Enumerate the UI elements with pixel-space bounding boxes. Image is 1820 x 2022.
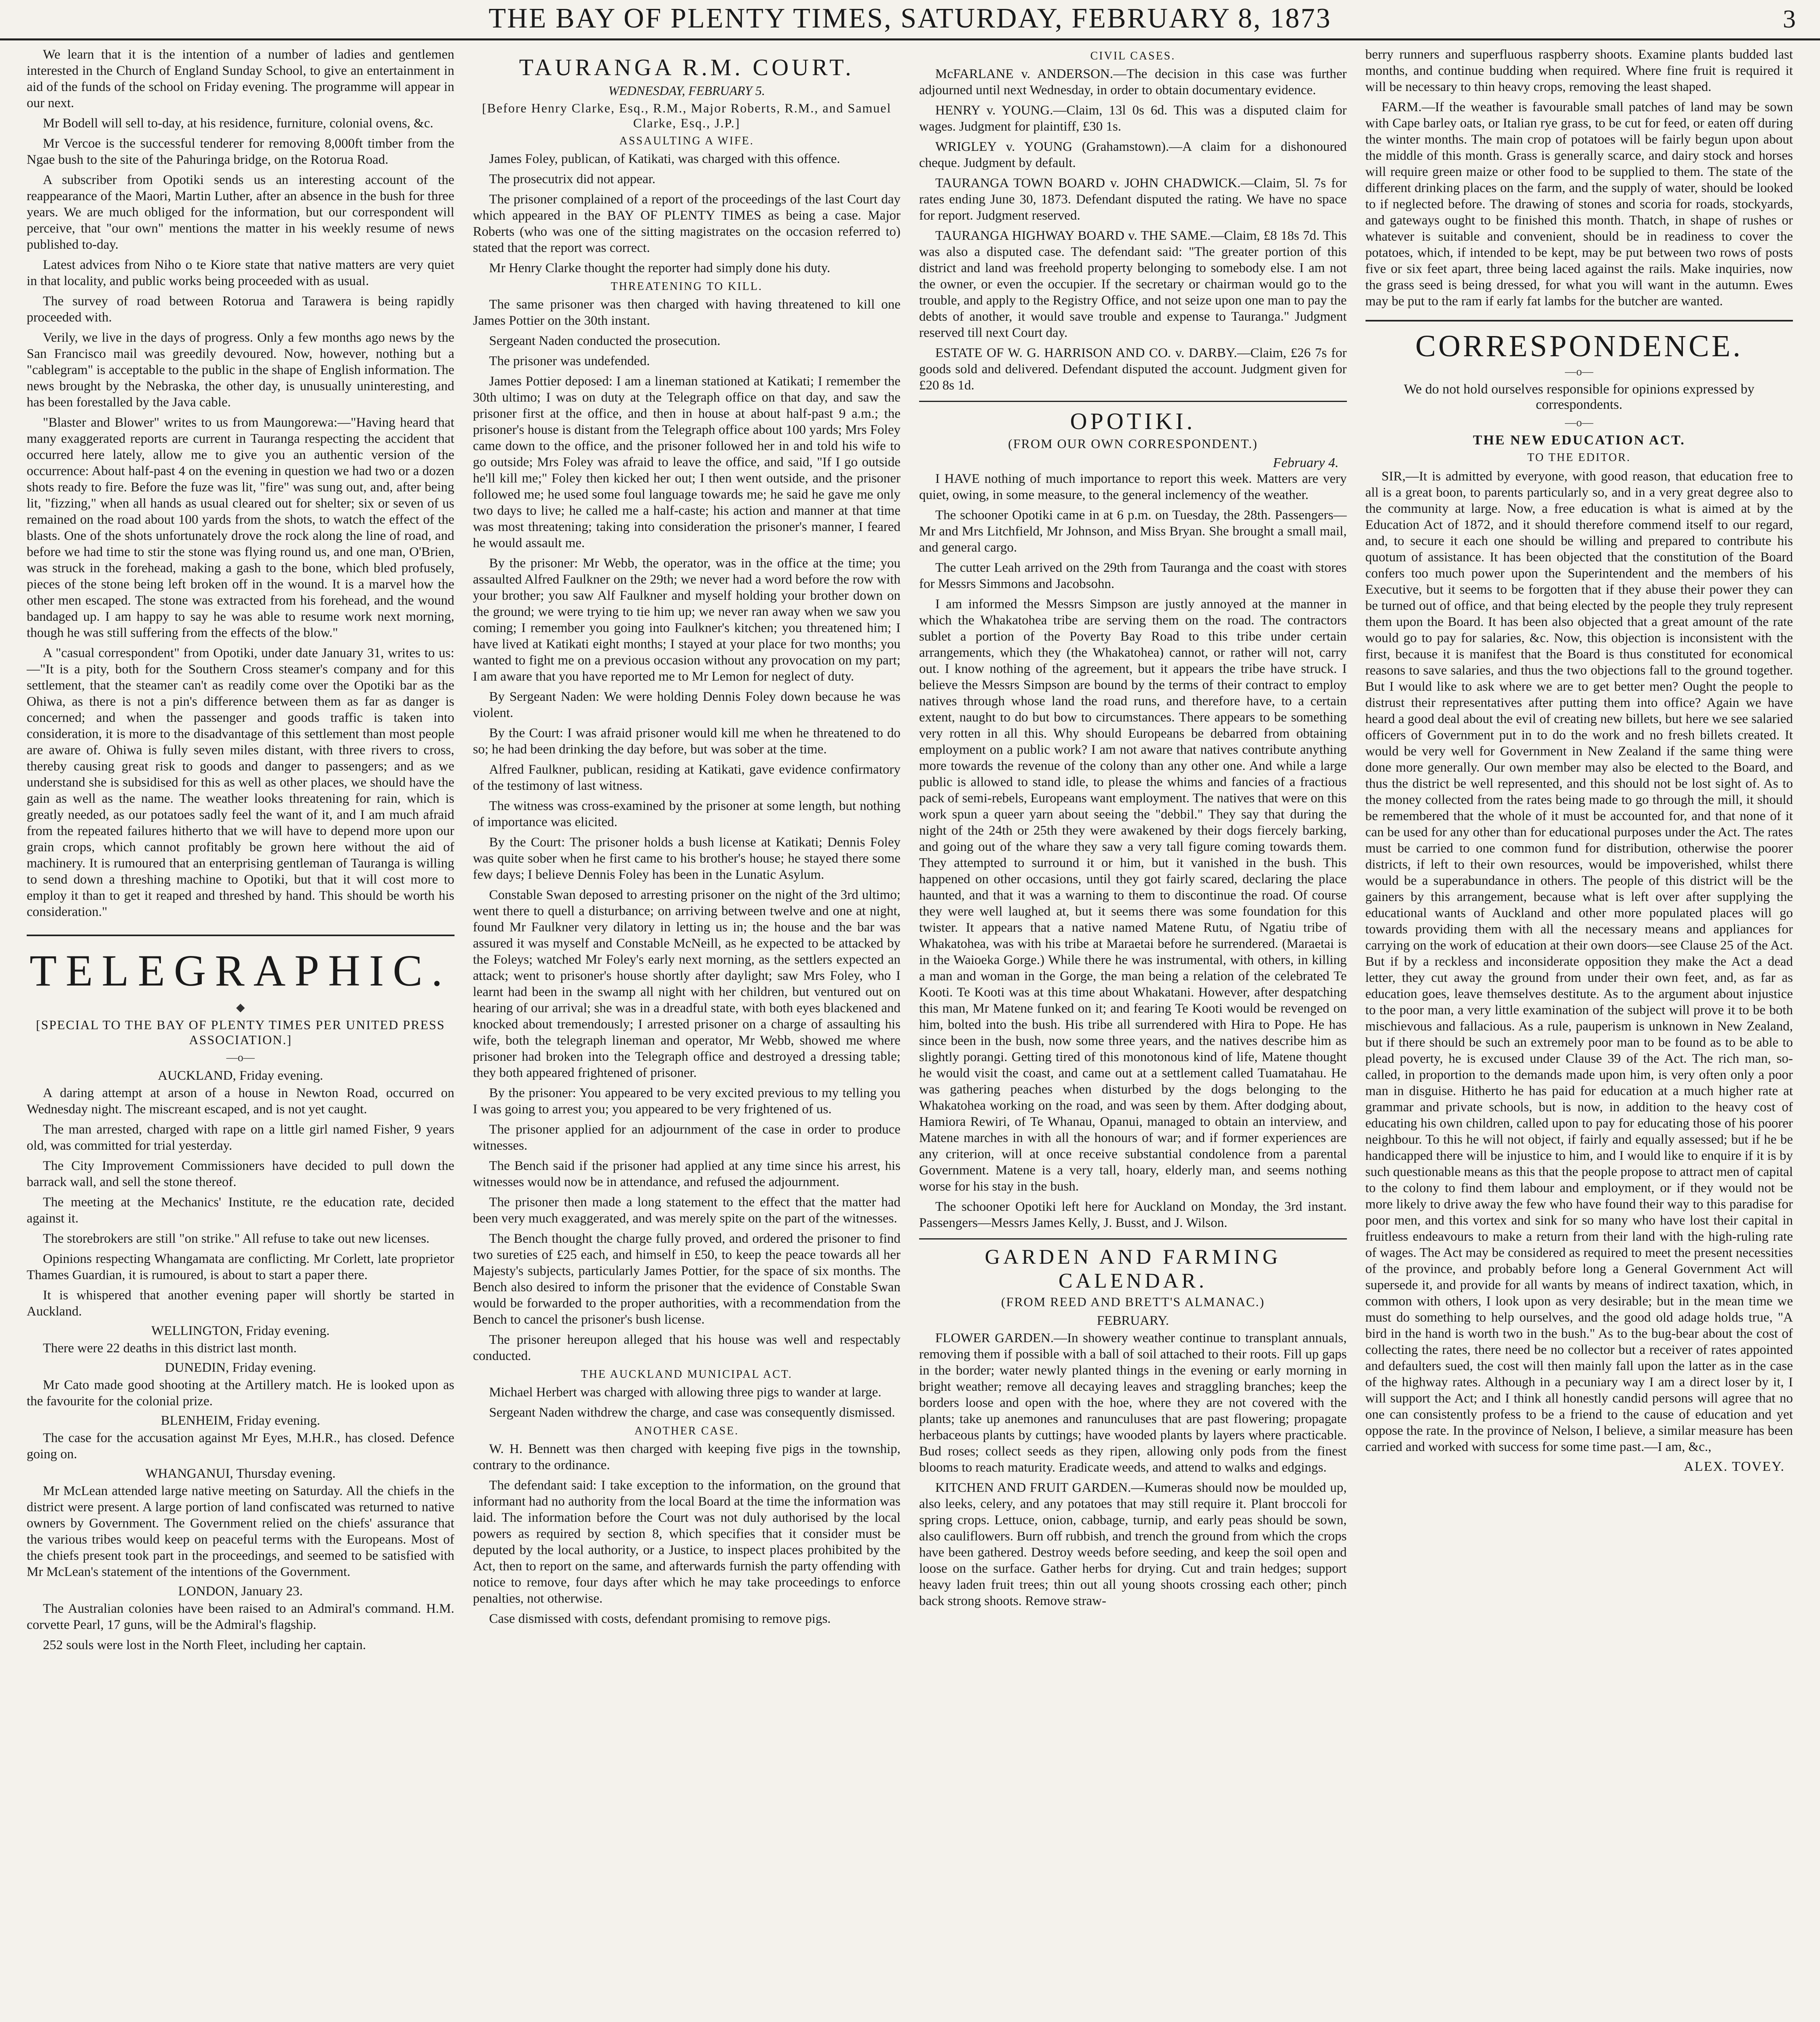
telegraph-dispatches <box>27 1068 454 1653</box>
court-date: WEDNESDAY, FEBRUARY 5. <box>608 83 765 98</box>
paragraph: W. H. Bennett was then charged with keeping five pigs in the township, contrary to the ordinance. <box>473 1442 900 1472</box>
telegraphic-heading: TELEGRAPHIC. <box>27 935 454 996</box>
paragraph: ESTATE OF W. G. HARRISON AND CO. v. DARBY.—Claim, £26 7s for goods sold and delivered. Defendant disputed the account. Judgment given for £20 8s 1d. <box>919 346 1347 393</box>
case-heading: THE AUCKLAND MUNICIPAL ACT. <box>581 1368 793 1381</box>
paragraph: A "casual correspondent" from Opotiki, under date January 31, writes to us:—"It is a pity, both for the Southern Cross steamer's company and for this settlement, that the steamer can't as readily come over the Opotiki bar as the Ohiwa, as there is not a pin's difference between them as far as danger is concerned; and when the passenger and goods traffic is taken into consideration, it is more to the disadvantage of this settlement than most people are aware of. Ohiwa is fully seven miles distant, with three rivers to cross, thereby causing great risk to goods and danger to passengers; and as we understand she is subsidised for this as well as other places, we should have the gain as well as the name. The weather looks threatening for rain, which is greatly needed, as our potatoes sadly feel the want of it, and I am much afraid from the repeated failures hitherto that we will have to depend more upon our grain crops, which cannot profitably be grown here without the aid of machinery. It is rumoured that an enterprising gentleman of Tauranga is willing to send down a threshing machine to Opotiki, but that it will cost more to employ it than to get it reaped and threshed by hand. This should be worth his consideration." <box>27 646 454 919</box>
paragraph: The witness was cross-examined by the prisoner at some length, but nothing of importance was elicited. <box>473 799 900 829</box>
paragraph: A daring attempt at arson of a house in Newton Road, occurred on Wednesday night. The miscreant escaped, and is not yet caught. <box>27 1086 454 1117</box>
civil-cases-heading: CIVIL CASES. <box>1090 50 1176 62</box>
garden-calendar-continued <box>1366 47 1793 309</box>
ornament-divider: —o— <box>1565 366 1594 378</box>
paragraph: By Sergeant Naden: We were holding Dennis Foley down because he was violent. <box>473 690 900 720</box>
paragraph: By the Court: I was afraid prisoner would kill me when he threatened to do so; he had been drinking the day before, but was sober at the time. <box>473 726 900 757</box>
paragraph: Mr Bodell will sell to-day, at his residence, furniture, colonial ovens, &c. <box>43 116 433 131</box>
paragraph: The prisoner applied for an adjournment of the case in order to produce witnesses. <box>473 1122 900 1153</box>
case-report <box>473 296 901 1364</box>
dispatch-body <box>27 1085 454 1320</box>
paragraph: Opinions respecting Whangamata are conflicting. Mr Corlett, late proprietor Thames Guardian, it is rumoured, is about to start a paper there. <box>27 1252 454 1282</box>
case-report <box>473 151 901 276</box>
dispatch-dateline: DUNEDIN, Friday evening. <box>165 1360 316 1375</box>
paragraph: "Blaster and Blower" writes to us from Maungorewa:—"Having heard that many exaggerated reports are current in Tauranga respecting the accident that occurred here lately, allow me to give you an authentic version of the occurrence: About half-past 4 on the evening in question we had two or a dozen shots ready to fire. Before the fuze was lit, "fire" was sung out, and, after being lit, "fizzing," when all hands as usual cleared out for shelter; six or seven of us remained on the road about 100 yards from the shots, to watch the effect of the blasts. One of the shots unfortunately drove the rock along the line of road, and before we had time to stir the stone was flying round us, and one man, O'Brien, was struck in the forehead, making a gash to the bone, which bled profusely, pieces of the stone being left broken off in the wound. It is a marvel how the other men escaped. The stone was extracted from his forehead, and the wound bandaged up. I am happy to say he was able to resume work next morning, though he was still suffering from the effects of the blow." <box>27 415 454 640</box>
case-report <box>473 1441 901 1627</box>
court-heading: TAURANGA R.M. COURT. <box>519 54 854 80</box>
masthead <box>0 0 1820 40</box>
civil-cases <box>919 66 1347 393</box>
to-the-editor: TO THE EDITOR. <box>1527 451 1631 464</box>
paragraph: The prosecutrix did not appear. <box>489 172 655 186</box>
letter-heading: THE NEW EDUCATION ACT. <box>1473 433 1685 448</box>
opotiki-date: February 4. <box>1273 455 1339 470</box>
paragraph: SIR,—It is admitted by everyone, with good reason, that education free to all is a great boon, to parents particularly so, and in a very great degree also to the community at large. Now, a free education is what is aimed at by the Education Act of 1872, and it should therefore commend itself to our regard, and, to secure it each one should be willing and prepared to contribute his quotum of assistance. It has been objected that the constitution of the Board confers too much power upon the Superintendent and the members of his Executive, but it seems to be forgotten that if they abuse their power they can be turned out of office, and that being elected by the people they truly represent them upon the Board. It has been also objected that a great amount of the rate would go to pay for salaries, &c. Now, this objection is inconsistent with the first, because it is manifest that the Board is thus constituted for economical reasons to save salaries, and thus the two objections fall to the ground together. But I would like to ask where we are to get better men? Ought the people to distrust their representatives after putting them into office? Again we have heard a good deal about the evil of creating new billets, but here we see salaried officers of Government put in to do the work and no fresh billets created. It would be very well for Government in New Zealand if the same thing were done more generally. Our own member may also be elected to the Board, and thus the district be well represented, and this should not be lost sight of. As to the money collected from the rates being made to go through the mill, it should be remembered that the whole of it must be accounted for, and that none of it can be used for any other than for educational purposes under the Act. The rates must be carried to one common fund for distribution, otherwise the poorer districts, if left to their own resources, would be impoverished, whilst there would be a superabundance in others. The people of this district will be the gainers by this arrangement, because what is left over after supplying the educational wants of Auckland and other more populated places will go towards providing them with all the necessary means and appliances for carrying on the work of education at their own doors—see Clause 25 of the Act. But if by a reckless and inconsiderate opposition they make the Act a dead letter, they cut away the ground from under their own feet, and, as far as education goes, leave themselves destitute. As to the argument about injustice to the poor man, a very little examination of the subject will prove it to be both mischievous and fallacious. As a rule, pauperism is unknown in New Zealand, but if there should be such an extremely poor man to be found as to be able to plead poverty, he is excused under Clause 39 of the Act. The rich man, so-called, in proportion to the demands made upon him, is very often only a poor man in disguise. Hitherto he has paid for education at a much higher rate at grammar and private schools, but is now, in addition to the heavy cost of educating his own children, called upon to pay for educating those of his poorer neighbour. To this he will not object, if fairly and equally assessed; but if he be handicapped there will be injustice to him, and I would like to enquire if it is by such questionable means as this that the people propose to attract men of capital to the colony to find them labour and employment, or if they would not be more likely to drive away the few who have found their way to this paradise for poor men, and this vortex and sink for so many who have lost their capital in fruitless endeavours to make a return from their land with the high-ruling rate of wages. The Act may be considered as required to meet the present necessities of the province, and probably before long a General Government Act will supersede it, and provide for all wants by means of indirect taxation, which, in common with others, I look upon as very desirable; but in the mean time we must do something to help ourselves, and the good old adage holds true, "A bird in the hand is worth two in the bush." As to the bug-bear about the cost of collecting the rates, there need be no collector but a receiver of rates appointed and defaulters sued, the cost will then mainly fall upon the latter as in the case of the highway rates. Although in a pecuniary way I am a direct loser by it, I will support the Act; and I think all honestly candid persons will agree that no one can consistently profess to be a friend to the cause of education and yet oppose the rate. In the province of Nelson, I believe, a similar measure has been carried and worked with success for some time past.—I am, &c., <box>1365 469 1793 1454</box>
case-heading: THREATENING TO KILL. <box>611 280 763 293</box>
paragraph: The cutter Leah arrived on the 29th from Tauranga and the coast with stores for Messrs Simmons and Jacobsohn. <box>919 560 1347 591</box>
garden-calendar <box>919 1330 1347 1609</box>
columns <box>24 47 1795 2022</box>
opotiki-report <box>919 471 1347 1231</box>
paragraph: Alfred Faulkner, publican, residing at Katikati, gave evidence confirmatory of the testimony of last witness. <box>473 762 900 793</box>
paragraph: Constable Swan deposed to arresting prisoner on the night of the 3rd ultimo; went there to quell a disturbance; on arriving between twelve and one at night, found Mr Faulkner very dilatory in letting us in; the house and the bar was assured it was myself and Constable McNeill, as he expected to be attacked by the Foleys; watched Mr Foley's early next morning, as the settlers expected an attack; went to prisoner's house shortly after daylight; saw Mrs Foley, who I learnt had been in the swamp all night with her children, but ventured out on hearing of our arrival; she was in a dreadful state, with both eyes blackened and knocked about tremendously; I arrested prisoner on a charge of assaulting his wife, both the telegraph lineman and operator, Mr Webb, showed me where prisoner had broken into the Telegraph office and destroyed a dressing table; they both appeared frightened of prisoner. <box>473 888 900 1080</box>
paragraph: The case for the accusation against Mr Eyes, M.H.R., has closed. Defence going on. <box>27 1431 454 1462</box>
paragraph: McFARLANE v. ANDERSON.—The decision in this case was further adjourned until next Wednesday, in order to obtain documentary evidence. <box>919 67 1347 97</box>
paragraph: The Bench said if the prisoner had applied at any time since his arrest, his witnesses would now be in attendance, and refused the adjournment. <box>473 1159 900 1189</box>
paragraph: The Bench thought the charge fully proved, and ordered the prisoner to find two sureties of £25 each, and himself in £50, to keep the peace towards all her Majesty's subjects, particularly James Pottier, for the space of six months. The Bench also desired to inform the prisoner that the evidence of Constable Swan would be forwarded to the proper authorities, with a recommendation from the Bench to cancel the prisoner's bush license. <box>473 1231 900 1327</box>
dispatch-dateline: AUCKLAND, Friday evening. <box>158 1068 323 1083</box>
garden-month: FEBRUARY. <box>1097 1313 1169 1328</box>
correspondence-disclaimer: We do not hold ourselves responsible for opinions expressed by correspondents. <box>1404 382 1754 412</box>
column-4 <box>1363 47 1796 2022</box>
dispatch-body <box>27 1601 454 1653</box>
column-1 <box>24 47 457 2022</box>
dispatch-dateline: LONDON, January 23. <box>178 1584 303 1599</box>
paragraph: Case dismissed with costs, defendant promising to remove pigs. <box>489 1612 831 1626</box>
paragraph: I HAVE nothing of much importance to report this week. Matters are very quiet, owing, in some measure, to the general inclemency of the weather. <box>919 472 1347 502</box>
paragraph: It is whispered that another evening paper will shortly be started in Auckland. <box>27 1288 454 1319</box>
paragraph: TAURANGA HIGHWAY BOARD v. THE SAME.—Claim, £8 18s 7d. This was also a disputed case. The defendant said: "The greater portion of this district and land was freehold property belonging to somebody else. I am not the owner, or even the occupier. If the secretary or chairman would go to the trouble, and apply to the Registry Office, and not seize upon one man to pay the debts of another, it would save trouble and expense to Tauranga." Judgment reserved till next Court day. <box>919 228 1347 340</box>
paragraph: Mr Vercoe is the successful tenderer for removing 8,000ft timber from the Ngae bush to the site of the Pahuringa bridge, on the Rotorua Road. <box>27 136 454 167</box>
paragraph: The meeting at the Mechanics' Institute, re the education rate, decided against it. <box>27 1195 454 1226</box>
paragraph: The schooner Opotiki left here for Auckland on Monday, the 3rd instant. Passengers—Messrs James Kelly, J. Busst, and J. Wilson. <box>919 1199 1347 1230</box>
letter-body <box>1366 468 1793 1455</box>
paragraph: The City Improvement Commissioners have decided to pull down the barrack wall, and sell the stone thereof. <box>27 1159 454 1189</box>
paragraph: The man arrested, charged with rape on a little girl named Fisher, 9 years old, was committed for trial yesterday. <box>27 1122 454 1153</box>
paragraph: Sergeant Naden withdrew the charge, and case was consequently dismissed. <box>489 1405 895 1420</box>
paragraph: By the Court: The prisoner holds a bush license at Katikati; Dennis Foley was quite sober when he first came to his brother's house; he stayed there some few days; I believe Dennis Foley has been in the Lunatic Asylum. <box>473 835 900 882</box>
paragraph: There were 22 deaths in this district last month. <box>43 1341 297 1356</box>
paragraph: A subscriber from Opotiki sends us an interesting account of the reappearance of the Maori, Martin Luther, after an absence in the bush for three years. We are much obliged for the information, but our correspondent will perceive, that "our own" mentions the matter in his weekly resume of news published to-day. <box>27 173 454 252</box>
paragraph: FLOWER GARDEN.—In showery weather continue to transplant annuals, removing them if possible with a ball of soil attached to their roots. Fill up gaps in the border; water newly planted things in the evening or early morning in bright weather; remove all decaying leaves and straggling branches; keep the borders loose and open with the hoe, where they are not covered with the plants; take up anemones and ranunculuses that are past flowering; propagate herbaceous plants by cuttings; have wooded plants by layers where practicable. Bud roses; collect seeds as they ripen, allowing only pods from the finest blooms to reach maturity. Eradicate weeds, and attend to walks and edgings. <box>919 1331 1347 1475</box>
paragraph: 252 souls were lost in the North Fleet, including her captain. <box>43 1638 366 1652</box>
paragraph: The same prisoner was then charged with having threatened to kill one James Pottier on the 30th instant. <box>473 297 900 328</box>
paragraph: KITCHEN AND FRUIT GARDEN.—Kumeras should now be moulded up, also leeks, celery, and any potatoes that may still require it. Plant broccoli for spring crops. Lettuce, onion, cabbage, turnip, and early peas should be sown, also cauliflowers. Burn off rubbish, and trench the ground from which the crops have been gathered. Destroy weeds before seeding, and keep the soil open and loose on the surface. Gather herbs for drying. Cut and train hedges; support heavy laden fruit trees; thin out all young shoots crossing each other; pinch back strong shoots. Remove straw- <box>919 1481 1347 1608</box>
dispatch-body <box>27 1340 454 1356</box>
paragraph: Latest advices from Niho o te Kiore state that native matters are very quiet in that locality, and public works being proceeded with as usual. <box>27 258 454 288</box>
paragraph: We learn that it is the intention of a number of ladies and gentlemen interested in the Church of England Sunday School, to give an entertainment in aid of the funds of the school on Friday evening. The programme will appear in our next. <box>27 47 454 110</box>
case-report <box>473 1384 901 1421</box>
paragraph: WRIGLEY v. YOUNG (Grahamstown).—A claim for a dishonoured cheque. Judgment by default. <box>919 140 1347 170</box>
paragraph: TAURANGA TOWN BOARD v. JOHN CHADWICK.—Claim, 5l. 7s for rates ending June 30, 1873. Defendant disputed the rating. We have no space for report. Judgment reserved. <box>919 176 1347 223</box>
paragraph: The prisoner complained of a report of the proceedings of the last Court day which appeared in the BAY OF PLENTY TIMES as being a case. Major Roberts (who was one of the sitting magistrates on the occasion referred to) stated that the report was correct. <box>473 192 900 255</box>
paragraph: Mr McLean attended large native meeting on Saturday. All the chiefs in the district were present. A large portion of land confiscated was returned to native owners by Government. The Government relied on the chiefs' assurance that the various tribes would keep on peaceful terms with the Europeans. Most of the chiefs present took part in the proceedings, and seemed to be satisfied with Mr McLean's statement of the intentions of the Government. <box>27 1484 454 1579</box>
paragraph: berry runners and superfluous raspberry shoots. Examine plants budded last months, and continue budding when required. Where fine fruit is required it will be necessary to thin heavy crops, removing the least shaped. <box>1365 47 1793 94</box>
dispatch-dateline: WHANGANUI, Thursday evening. <box>145 1466 336 1481</box>
paragraph: The prisoner was undefended. <box>489 354 650 368</box>
dispatch-dateline: WELLINGTON, Friday evening. <box>151 1324 330 1338</box>
paragraph: Michael Herbert was charged with allowing three pigs to wander at large. <box>489 1385 881 1400</box>
dispatch-dateline: BLENHEIM, Friday evening. <box>161 1413 320 1428</box>
column-2 <box>471 47 903 2022</box>
page-number: 3 <box>1783 4 1796 33</box>
paragraph: The prisoner then made a long statement to the effect that the matter had been very much exaggerated, and was merely spite on the part of the witnesses. <box>473 1195 900 1226</box>
garden-heading: GARDEN AND FARMING CALENDAR. <box>919 1238 1347 1293</box>
dispatch-body <box>27 1483 454 1580</box>
paragraph: Mr Henry Clarke thought the reporter had simply done his duty. <box>489 261 831 275</box>
paragraph: The prisoner hereupon alleged that his house was well and respectably conducted. <box>473 1332 900 1363</box>
opotiki-heading: OPOTIKI. <box>919 401 1347 435</box>
paragraph: HENRY v. YOUNG.—Claim, 13l 0s 6d. This was a disputed claim for wages. Judgment for plaintiff, £30 1s. <box>919 103 1347 134</box>
paragraph: James Foley, publican, of Katikati, was charged with this offence. <box>489 152 840 166</box>
dispatch-body <box>27 1430 454 1462</box>
paragraph: The defendant said: I take exception to the information, on the ground that informant had no authority from the local Board at the time the information was laid. The information before the Court was not duly authorised by the local powers as required by section 8, which specifies that it consider must be deputed by the local authority, or a Justice, to inspect places prohibited by the Act, then to report on the same, and afterwards furnish the party offending with notice to remove, four days after which he may take proceedings to enforce penalties, not otherwise. <box>473 1478 900 1606</box>
ornament-divider: ◆ <box>236 1001 245 1014</box>
correspondence-heading: CORRESPONDENCE. <box>1366 320 1793 364</box>
paragraph: The schooner Opotiki came in at 6 p.m. on Tuesday, the 28th. Passengers—Mr and Mrs Litchfield, Mr Johnson, and Miss Bryan. She brought a small mail, and general cargo. <box>919 508 1347 555</box>
case-heading: ANOTHER CASE. <box>634 1425 739 1437</box>
paragraph: I am informed the Messrs Simpson are justly annoyed at the manner in which the Whakatohea tribe are serving them on the road. The contractors sublet a portion of the Poverty Bay Road to this tribe under certain arrangements, which they (the Whakatohea) cannot, or rather will not, carry out. I know nothing of the agreement, but it appears the tribe have struck. I believe the Messrs Simpson are bound by the terms of their contract to employ natives through whose land the road runs, and therefore have, to a certain extent, naught to do but bow to circumstances. There appears to be something very rotten in all this. Why should Europeans be debarred from obtaining employment on a public work? I am not aware that natives contribute anything more towards the revenue of the colony than any other one. And while a large public is allowed to stand idle, to please the whims and fancies of a fractious pack of semi-rebels, Europeans want employment. The natives that were on this work spun a queer yarn about seeing the "debbil." They say that during the night of the 24th or 25th they were awakened by their dogs fiercely barking, and going out of the whare they saw a very tall figure coming towards them. They attempted to surround it or him, but it vanished in the bush. This happened on other occasions, until they got fairly scared, declaring the place haunted, and that it was a warning to them to discontinue the road. Of course they were well laughed at, but it seems there was some foundation for this twister. It appears that a native named Matene Rutu, of Ngatiu tribe of Whakatohea, was with his tribe at Maraetai before he surrendered. (Maraetai is in the Waioeka Gorge.) While there he was instrumental, with others, in killing a man and woman in the Gorge, the man being a relation of the celebrated Te Kooti. Te Kooti was at this time about Whakatani. However, after despatching this man, Mr Matene funked on it; and fearing Te Kooti would be revenged on him, bolted into the bush. His tribe all surrendered with Hira to Pope. He has since been in the bush, now some three years, and the natives describe him as slightly porangi. Getting tired of this monotonous kind of life, Matene thought he would visit the coast, and came out at a settlement called Tuamatahau. He was gathering peaches when disturbed by the dogs belonging to the Whakatohea working on the road, and was seen by them. After dodging about, Hamiora Rewiri, of Te Whanau, Opanui, managed to obtain an interview, and Matene marches in with all the honours of war; and if former experiences are any criterion, will at once receive substantial condolence from a parental Government. Matene is a very tall, hoary, elderly man, and seems nothing worse for his stay in the bush. <box>919 597 1347 1194</box>
telegraphic-subhead: [SPECIAL TO THE BAY OF PLENTY TIMES PER UNITED PRESS ASSOCIATION.] <box>36 1017 445 1047</box>
paragraph: James Pottier deposed: I am a lineman stationed at Katikati; I remember the 30th ultimo; I was on duty at the Telegraph office on that day, and saw the prisoner first at the office, and then in house at about half-past 9 a.m.; the prisoner's house is distant from the Telegraph office about 100 yards; Mrs Foley came down to the office, and the prisoner followed her in and told his wife to go outside; Mrs Foley was afraid to leave the office, and said, "If I go outside he'll kill me;" Foley then kicked her out; I then went outside, and the prisoner followed me; he used some foul language towards me; he said he gave me only two days to live; he called me a half-caste; his action and manner at that time was most threatening; taking into consideration the prisoner's manner, I feared he would assault me. <box>473 374 900 550</box>
paragraph: Mr Cato made good shooting at the Artillery match. He is looked upon as the favourite for the colonial prize. <box>27 1378 454 1409</box>
paragraph: The survey of road between Rotorua and Tarawera is being rapidly proceeded with. <box>27 294 454 325</box>
paragraph: By the prisoner: Mr Webb, the operator, was in the office at the time; you assaulted Alfred Faulkner on the 29th; we never had a word before the row with your brother; you saw Alf Faulkner and myself holding your brother down on the ground; we were trying to tie him up; we never ran away when we saw you coming; I remember you going into Faulkner's kitchen; you threatened him; I have lived at Katikati eight months; I stayed at your place for two months; you wanted to fight me on a previous occasion without any provocation on my part; I am aware that you have reported me to Mr Lemon for neglect of duty. <box>473 556 900 684</box>
dispatch-body <box>27 1377 454 1409</box>
opotiki-subhead: (FROM OUR OWN CORRESPONDENT.) <box>1008 436 1258 451</box>
column-3 <box>917 47 1349 2022</box>
case-heading: ASSAULTING A WIFE. <box>619 135 754 147</box>
paragraph: The Australian colonies have been raised to an Admiral's command. H.M. corvette Pearl, 17 guns, will be the Admiral's flagship. <box>27 1601 454 1632</box>
paragraph: By the prisoner: You appeared to be very excited previous to my telling you I was going to arrest you; you appeared to be very frightened of us. <box>473 1086 900 1117</box>
letter-signature: ALEX. TOVEY. <box>1684 1459 1785 1474</box>
paragraph: FARM.—If the weather is favourable small patches of land may be sown with Cape barley oats, or Italian rye grass, to be cut for feed, or eaten off during the winter months. The main crop of potatoes will be fairly begun upon about the middle of this month. Grass is generally scarce, and dairy stock and horses will require green maize or other food to be supplied to them. The state of the different drinking places on the farm, and the supply of water, should be looked to if neglected before. The drawing of stones and scoria for roads, stockyards, and gateways ought to be finished this month. Thatch, in shape of rushes or whatever is suitable and convenient, should be in readiness to cover the potatoes, which, if intended to be kept, may be put between two rows of posts five or six feet apart, three being laced against the rails. Make inquiries, now the grass seed is being dressed, for what you will want in the autumn. Ewes may be put to the ram if early fat lambs for the butcher are wanted. <box>1365 100 1793 309</box>
masthead-title: THE BAY OF PLENTY TIMES, SATURDAY, FEBRUARY 8, 1873 <box>488 3 1332 34</box>
court-bench: [Before Henry Clarke, Esq., R.M., Major Roberts, R.M., and Samuel Clarke, Esq., J.P.] <box>482 101 892 130</box>
garden-subhead: (FROM REED AND BRETT'S ALMANAC.) <box>1001 1294 1265 1309</box>
paragraph: The storebrokers are still "on strike." All refuse to take out new licenses. <box>43 1231 430 1246</box>
paragraph: Verily, we live in the days of progress. Only a few months ago news by the San Francisco mail was greedily devoured. Now, however, nothing but a "cablegram" is acceptable to the public in the shape of English information. The news brought by the Nebraska, the other day, is unusually uninteresting, and has been forestalled by the Java cable. <box>27 330 454 410</box>
local-news <box>27 47 454 920</box>
paragraph: Sergeant Naden conducted the prosecution. <box>489 334 721 348</box>
ornament-divider: —o— <box>226 1051 255 1064</box>
ornament-divider: —o— <box>1565 417 1594 429</box>
